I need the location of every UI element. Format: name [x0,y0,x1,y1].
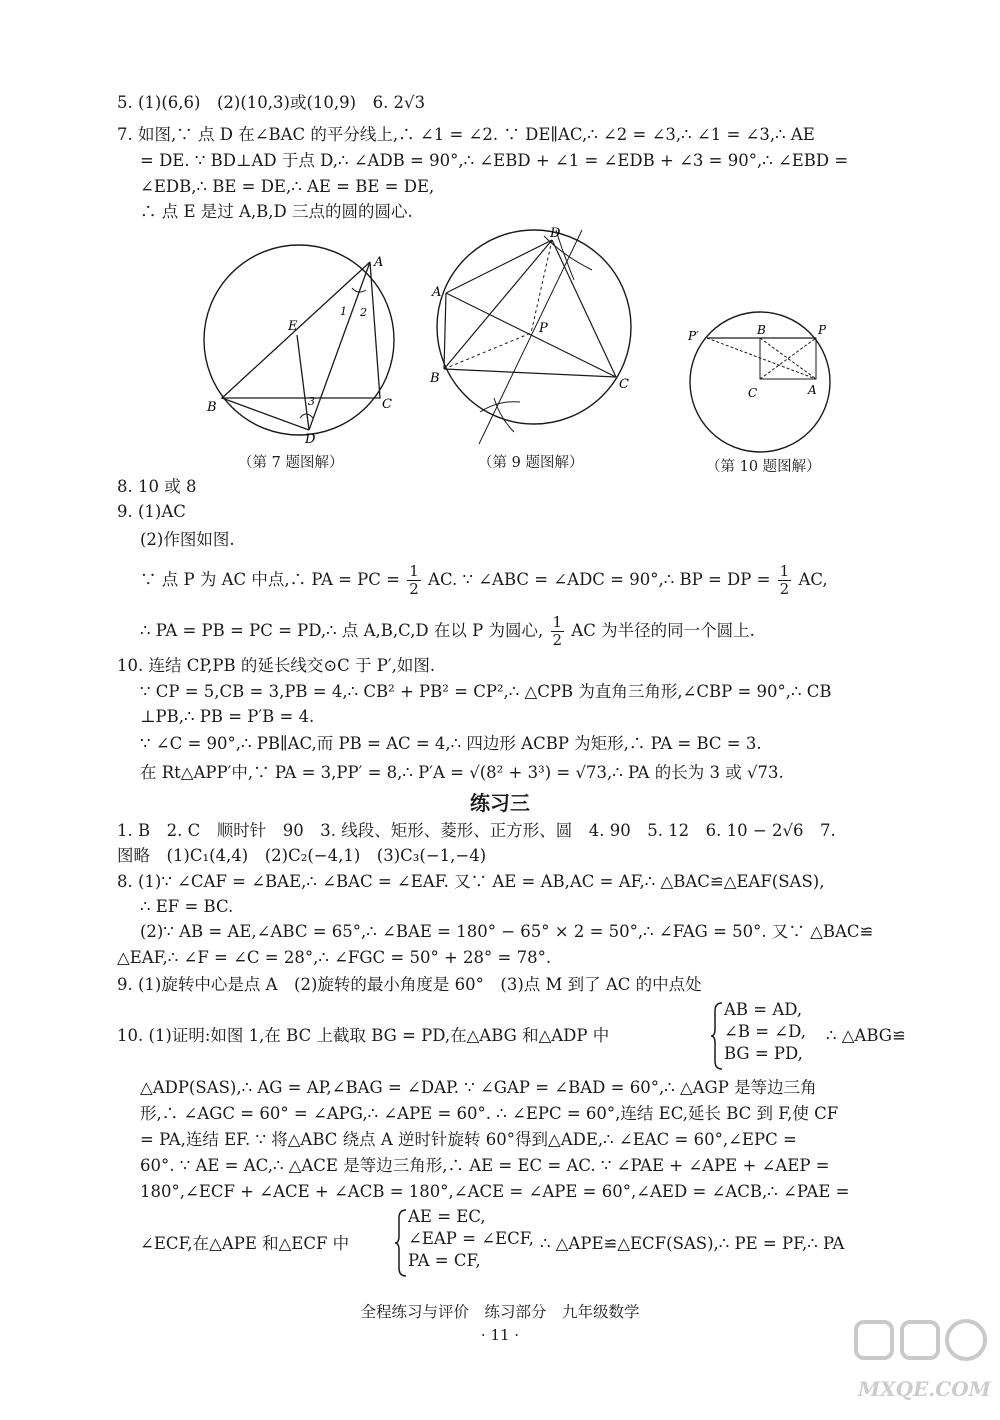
fig10-label-C: C [748,386,758,400]
fraction-num: 1 [552,613,563,631]
line-9d-part2: AC 为半径的同一个圆上. [571,621,755,640]
fig9-label-D: D [550,226,561,241]
practice3-line-10i: ∴ △APE≌△ECF(SAS),∴ PE = PF,∴ PA [540,1234,845,1253]
fraction-den: 2 [779,580,790,598]
fraction-num: 1 [409,562,419,580]
fig7-label-E: E [288,319,298,334]
answer-line-10c: ⊥PB,∴ PB = P′B = 4. [140,707,315,726]
practice3-line-1: 1. B 2. C 顺时针 90 3. 线段、矩形、菱形、正方形、圆 4. 90 5. 12 6. 10 − 2√6 7. [117,821,836,840]
fig10-label-P: P [818,323,827,337]
answer-line-10e: 在 Rt△APP′中,∵ PA = 3,PP′ = 8,∴ P′A = √(8² + 3³) = √73,∴ PA 的长为 3 或 √73. [140,763,784,782]
brace-system-1 [724,999,806,1065]
fraction-num: 1 [779,562,790,580]
fig10-label-A: A [808,383,817,397]
practice3-line-8c: (2)∵ AB = AE,∠ABC = 65°,∴ ∠BAE = 180° − 65° × 2 = 50°,∴ ∠FAG = 50°. 又∵ △BAC≌ [140,922,874,941]
fig9-label-B: B [430,371,440,386]
fraction-den: 2 [409,580,419,598]
brace1-line-1: AB = AD, [724,1000,803,1019]
figure-9 [424,222,639,452]
brace-icon [394,1208,408,1278]
answer-line-8: 8. 10 或 8 [117,477,197,496]
practice3-line-10a: 10. (1)证明:如图 1,在 BC 上截取 BG = PD,在△ABG 和△ADP 中 [117,1026,610,1045]
answer-line-9a: 9. (1)AC [117,502,186,521]
fig7-label-B: B [207,400,217,415]
brace2-line-2: ∠EAP = ∠ECF, [408,1229,534,1248]
brace2-line-3: PA = CF, [408,1251,481,1270]
watermark-logo [852,1318,992,1408]
answer-line-9d [140,614,755,649]
answer-line-7a: 7. 如图,∵ 点 D 在∠BAC 的平分线上,∴ ∠1 = ∠2. ∵ DE∥AC,∴ ∠2 = ∠3,∴ ∠1 = ∠3,∴ AE [117,125,815,144]
brace2-line-1: AE = EC, [408,1207,486,1226]
answer-line-9c [140,563,828,598]
fraction-den: 2 [552,631,563,649]
fig7-label-D: D [305,432,316,445]
answer-line-7d: ∴ 点 E 是过 A,B,D 三点的圆的圆心. [140,202,413,221]
section-title: 练习三 [470,791,530,815]
line-9c-part2: AC. ∵ ∠ABC = ∠ADC = 90°,∴ BP = DP = [428,570,771,589]
page-number: · 11 · [480,1326,520,1344]
practice3-line-9: 9. (1)旋转中心是点 A (2)旋转的最小角度是 60° (3)点 M 到了 AC 的中点处 [117,975,702,994]
fig9-label-C: C [619,377,629,392]
line-9d-part1: ∴ PA = PB = PC = PD,∴ 点 A,B,C,D 在以 P 为圆心, [140,621,544,640]
figure-10-caption: （第 10 题图解） [706,459,821,475]
fig7-label-A: A [374,255,384,270]
answer-line-5-6: 5. (1)(6,6) (2)(10,3)或(10,9) 6. 2√3 [117,93,426,112]
fig7-label-C: C [382,397,392,412]
practice3-line-10f: 60°. ∵ AE = AC,∴ △ACE 是等边三角形,∴ AE = EC = AC. ∵ ∠PAE + ∠APE + ∠AEP = [140,1156,830,1175]
figure-9-caption: （第 9 题图解） [478,455,584,471]
practice3-line-8b: ∴ EF = BC. [140,897,234,916]
brace-icon [710,1001,724,1071]
practice3-line-10e: = PA,连结 EF. ∵ 将△ABC 绕点 A 逆时针旋转 60°得到△ADE,∴ ∠EAC = 60°,∠EPC = [140,1130,797,1149]
figure-7 [192,240,407,445]
answer-line-10d: ∵ ∠C = 90°,∴ PB∥AC,而 PB = AC = 4,∴ 四边形 ACBP 为矩形,∴ PA = BC = 3. [140,734,762,753]
line-9c-part1: ∵ 点 P 为 AC 中点,∴ PA = PC = [140,570,400,589]
fig10-label-B: B [757,323,766,337]
figure-10 [680,310,855,455]
practice3-line-8d: △EAF,∴ ∠F = ∠C = 28°,∴ ∠FGC = 50° + 28° = 78°. [117,948,552,967]
practice3-line-8a: 8. (1)∵ ∠CAF = ∠BAE,∴ ∠BAC = ∠EAF. 又∵ AE = AB,AC = AF,∴ △BAC≌△EAF(SAS), [117,872,825,891]
practice3-line-10d: 形,∴ ∠AGC = 60° = ∠APG,∴ ∠APE = 60°. ∴ ∠EPC = 60°,连结 EC,延长 BC 到 F,使 CF [140,1104,839,1123]
fraction-half-1 [407,563,421,598]
practice3-line-10h: ∠ECF,在△APE 和△ECF 中 [140,1234,350,1253]
answer-line-7c: ∠EDB,∴ BE = DE,∴ AE = BE = DE, [140,177,435,196]
answer-line-10a: 10. 连结 CP,PB 的延长线交⊙C 于 P′,如图. [117,656,436,675]
fig7-label-1: 1 [340,305,347,318]
fig7-label-2: 2 [360,306,367,319]
watermark-text: MXQE.COM [858,1377,991,1401]
footer-book-title: 全程练习与评价 练习部分 九年级数学 [360,1303,640,1321]
fraction-half-2 [778,563,792,598]
practice3-line-10b: ∴ △ABG≌ [826,1026,906,1045]
fig7-label-3: 3 [308,395,315,408]
practice3-line-10g: 180°,∠ECF + ∠ACE + ∠ACB = 180°,∠ACE = ∠APE = 60°,∠AED = ∠ACB,∴ ∠PAE = [140,1182,850,1201]
answer-line-10b: ∵ CP = 5,CB = 3,PB = 4,∴ CB² + PB² = CP²,∴ △CPB 为直角三角形,∠CBP = 90°,∴ CB [140,682,832,701]
fig9-label-P: P [539,321,548,336]
figure-7-caption: （第 7 题图解） [238,455,344,471]
brace1-line-2: ∠B = ∠D, [724,1022,806,1041]
brace-system-2 [408,1206,534,1272]
answer-line-7b: = DE. ∵ BD⊥AD 于点 D,∴ ∠ADB = 90°,∴ ∠EBD + ∠1 = ∠EDB + ∠3 = 90°,∴ ∠EBD = [140,151,849,170]
answer-line-9b: (2)作图如图. [140,530,235,549]
fraction-half-3 [551,614,565,649]
fig10-label-Pp: P′ [688,329,699,343]
brace1-line-3: BG = PD, [724,1044,803,1063]
line-9c-part3: AC, [798,570,828,589]
practice3-line-10c: △ADP(SAS),∴ AG = AP,∠BAG = ∠DAP. ∵ ∠GAP = ∠BAD = 60°,∴ △AGP 是等边三角 [140,1078,817,1097]
fig9-label-A: A [432,285,442,300]
practice3-line-2: 图略 (1)C₁(4,4) (2)C₂(−4,1) (3)C₃(−1,−4) [117,846,487,865]
